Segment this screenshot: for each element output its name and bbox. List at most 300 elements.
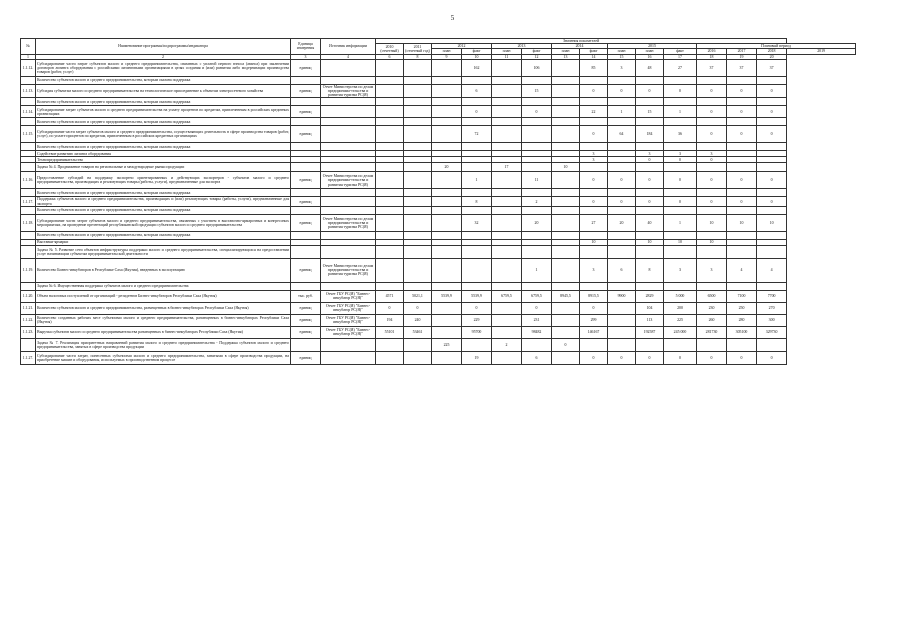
row-value: 7100	[727, 290, 757, 302]
row-value	[608, 231, 636, 239]
row-value	[462, 118, 492, 126]
row-value	[697, 338, 727, 351]
column-index-cell: 17	[664, 54, 697, 59]
row-value	[552, 84, 580, 98]
row-value	[697, 118, 727, 126]
row-value: 4571	[376, 290, 404, 302]
row-source	[321, 126, 376, 143]
row-value	[432, 214, 462, 231]
row-value	[522, 231, 552, 239]
row-value: 27	[664, 59, 697, 76]
row-value	[697, 163, 727, 172]
row-value: 0	[608, 172, 636, 189]
row-value	[432, 106, 462, 118]
row-value	[697, 231, 727, 239]
table-row	[21, 302, 856, 314]
row-value	[757, 76, 787, 84]
row-name: Задача № 6. Имущественная поддержка субъектов малого и среднего предпринимательства	[36, 282, 291, 290]
row-value: 10	[552, 163, 580, 172]
row-value: 3	[664, 151, 697, 157]
column-index-cell: 15	[608, 54, 636, 59]
row-value	[404, 258, 432, 282]
row-value	[492, 214, 522, 231]
row-value	[492, 98, 522, 106]
row-value: 20	[608, 214, 636, 231]
row-value: 0	[727, 197, 757, 206]
row-value: 281730	[697, 326, 727, 338]
row-value	[580, 206, 608, 214]
row-name: Субсидирование части затрат субъектов малого и среднего предпринимательства, связанных с уплатой первого взноса (аванса) при заключении договоров лизинга оборудования с российскими лизинговыми организациями в целях создания и (или) развития либо модернизации производства товаров (работ, услуг)	[36, 59, 291, 76]
row-value	[697, 245, 727, 258]
row-value: 0	[697, 126, 727, 143]
row-value: 6	[462, 84, 492, 98]
row-value	[664, 76, 697, 84]
row-name: Задача № 7. Реализация приоритетных направлений развития малого и среднего предпринимательства - Поддержка субъектов малого и среднего предпринимательства, занятых в сфере производства продукции	[36, 338, 291, 351]
row-value	[757, 143, 787, 151]
row-value: 0	[580, 302, 608, 314]
row-value: 48	[636, 59, 664, 76]
row-value: 20	[522, 214, 552, 231]
row-value	[636, 98, 664, 106]
row-value	[757, 189, 787, 197]
row-value	[552, 258, 580, 282]
table-row	[21, 231, 856, 239]
header-source: Источник информации	[321, 39, 376, 55]
row-value	[757, 206, 787, 214]
header-year-2012: 2012	[432, 44, 492, 49]
row-name: Предоставление субсидий на поддержку экспортно ориентированных и действующих экспортеров - субъектов малого и среднего предпринимательства, производящих и реализующих товары (работы, услуги), предназначенные для экспорта	[36, 172, 291, 189]
table-row	[21, 338, 856, 351]
row-value	[552, 245, 580, 258]
row-number: 1.1.18.	[21, 214, 36, 231]
row-value	[462, 258, 492, 282]
row-value	[636, 245, 664, 258]
row-value: 162	[462, 59, 492, 76]
header-name: Наименование программы/подпрограммы/индикатора	[36, 39, 291, 55]
row-value	[376, 172, 404, 189]
row-value: 5539,9	[462, 290, 492, 302]
row-value	[636, 163, 664, 172]
row-value	[664, 245, 697, 258]
row-value	[608, 189, 636, 197]
header-no: №	[21, 39, 36, 55]
row-value	[492, 231, 522, 239]
row-name: Субсидия субъектам малого и среднего предпринимательства на технологическое присоединение к объектам электросетевого хозяйства	[36, 84, 291, 98]
row-value	[376, 206, 404, 214]
row-value	[522, 189, 552, 197]
table-row	[21, 172, 856, 189]
column-index-cell: 2	[36, 54, 291, 59]
row-value: 0	[757, 106, 787, 118]
table-row	[21, 326, 856, 338]
row-number: 1.1.23.	[21, 326, 36, 338]
row-unit: единиц	[291, 106, 321, 118]
table-row	[21, 214, 856, 231]
column-index-cell: 4	[321, 54, 376, 59]
table-row	[21, 163, 856, 172]
row-value: 0	[636, 172, 664, 189]
row-value: 9900	[608, 290, 636, 302]
row-unit	[291, 282, 321, 290]
row-value	[404, 351, 432, 364]
row-value	[552, 326, 580, 338]
row-value: 0	[727, 126, 757, 143]
row-value	[432, 206, 462, 214]
row-value: 0	[697, 84, 727, 98]
row-value: 4	[757, 258, 787, 282]
row-value	[376, 197, 404, 206]
row-value: 7700	[757, 290, 787, 302]
row-value	[404, 214, 432, 231]
row-source	[321, 197, 376, 206]
row-value	[697, 189, 727, 197]
row-value	[522, 126, 552, 143]
row-number: 1.1.22.	[21, 314, 36, 326]
row-value: 0	[462, 106, 492, 118]
column-index-cell: 20	[757, 54, 787, 59]
table-row	[21, 351, 856, 364]
row-value: 98482	[522, 326, 552, 338]
row-value: 53461	[404, 326, 432, 338]
table-row	[21, 84, 856, 98]
row-value	[580, 98, 608, 106]
row-value: 5 000	[664, 290, 697, 302]
row-value: 1	[608, 106, 636, 118]
table-row	[21, 106, 856, 118]
row-value	[757, 98, 787, 106]
row-value	[664, 338, 697, 351]
row-value	[462, 76, 492, 84]
row-value	[522, 118, 552, 126]
row-value	[404, 126, 432, 143]
row-value: 229	[462, 314, 492, 326]
row-value	[727, 163, 757, 172]
row-value: 1	[462, 172, 492, 189]
row-value: 0	[580, 126, 608, 143]
row-value: 37	[727, 59, 757, 76]
row-unit	[291, 206, 321, 214]
row-value	[522, 143, 552, 151]
row-value	[552, 351, 580, 364]
row-name: Поддержка субъектов малого и среднего предпринимательства, производящих и (или) реализующих товары (работы, услуги), предназначенные для экспорта	[37, 197, 289, 206]
row-value	[522, 282, 552, 290]
row-value	[608, 143, 636, 151]
row-number: 1.1.17.	[21, 197, 36, 206]
row-name: Количество субъектов малого и среднего предпринимательства, которым оказана поддержка	[36, 118, 291, 126]
row-unit: единиц	[291, 197, 321, 206]
row-value	[404, 197, 432, 206]
row-value: 2	[492, 338, 522, 351]
page-number: 5	[450, 14, 455, 22]
column-index-cell: 14	[580, 54, 608, 59]
row-value	[376, 351, 404, 364]
header-plan-2016: 2016	[697, 49, 727, 54]
header-2011: 2011 (отчетный год)	[405, 44, 430, 53]
table-row	[21, 282, 856, 290]
table-header	[21, 39, 856, 55]
row-unit	[291, 143, 321, 151]
row-source	[321, 351, 376, 364]
row-unit	[291, 189, 321, 197]
table-row	[21, 258, 856, 282]
header-plan-2018: 2018	[757, 49, 787, 54]
row-value: 1	[664, 214, 697, 231]
header-year-2014: 2014	[552, 44, 608, 49]
row-source: Отчет Министерства по делам предпринима-тельства и развития туризма РС(Я)	[321, 214, 376, 231]
table-row	[21, 314, 856, 326]
row-value: 3	[580, 151, 608, 157]
row-value	[522, 206, 552, 214]
row-value	[636, 143, 664, 151]
row-number	[21, 245, 36, 258]
header-plan: план	[636, 49, 664, 54]
row-value: 15	[522, 84, 552, 98]
row-value	[552, 76, 580, 84]
row-value	[580, 282, 608, 290]
row-value: 3	[664, 258, 697, 282]
row-value	[492, 326, 522, 338]
row-value: 6	[522, 351, 552, 364]
row-source: Отчет ГБУ РС(Я) "Бизнес-инкубатор РС(Я)"	[321, 290, 376, 302]
row-value	[727, 231, 757, 239]
row-value: 3	[636, 151, 664, 157]
row-value: 36	[664, 126, 697, 143]
row-value: 0	[376, 302, 404, 314]
row-number: 1.1.20.	[21, 290, 36, 302]
row-value	[664, 118, 697, 126]
row-value: 305100	[727, 326, 757, 338]
row-value: 0	[697, 351, 727, 364]
row-unit: единиц	[291, 258, 321, 282]
row-value	[432, 84, 462, 98]
row-value	[608, 282, 636, 290]
row-value: 280	[727, 314, 757, 326]
row-number	[21, 118, 36, 126]
row-value	[462, 338, 492, 351]
row-value: 6500	[697, 290, 727, 302]
row-value: 10	[697, 214, 727, 231]
row-source	[321, 98, 376, 106]
row-value	[376, 189, 404, 197]
row-value: 64	[608, 126, 636, 143]
row-value: 3	[580, 258, 608, 282]
row-value	[608, 326, 636, 338]
row-name: Субсидирование части затрат субъектов малого и среднего предпринимательства, связанных с участием в выставочно-ярмарочных и конгрессных мероприятиях, на проведение презентаций республиканской продукции субъектов малого и среднего предпринимательства	[36, 214, 291, 231]
row-value	[636, 189, 664, 197]
row-number	[21, 98, 36, 106]
header-values-group: Значения показателей	[376, 39, 787, 44]
row-value	[432, 189, 462, 197]
row-number	[21, 231, 36, 239]
column-index-cell: 11	[492, 54, 522, 59]
row-value	[757, 163, 787, 172]
table-row	[21, 197, 856, 206]
row-source	[321, 106, 376, 118]
row-value: 0	[757, 351, 787, 364]
row-value: 37	[757, 59, 787, 76]
row-value	[492, 172, 522, 189]
table-row	[21, 143, 856, 151]
row-value: 0	[580, 172, 608, 189]
table-body	[21, 54, 856, 364]
row-value	[432, 302, 462, 314]
row-value: 104	[636, 302, 664, 314]
row-value: 37	[697, 59, 727, 76]
row-value	[552, 118, 580, 126]
row-value	[492, 302, 522, 314]
row-name: Объем налоговых поступлений от организаций - резидентов Бизнес-инкубаторов Республики Саха (Якутия)	[36, 290, 291, 302]
row-unit: единиц	[291, 126, 321, 143]
row-number	[21, 206, 36, 214]
row-value	[636, 282, 664, 290]
row-unit: единиц	[291, 214, 321, 231]
row-value: 240	[404, 314, 432, 326]
row-value	[697, 76, 727, 84]
row-value	[492, 59, 522, 76]
row-number: 1.1.14.	[21, 106, 36, 118]
row-value: 2829	[636, 290, 664, 302]
row-value: 55101	[376, 326, 404, 338]
row-value: 95700	[462, 326, 492, 338]
row-value: 192587	[636, 326, 664, 338]
row-value	[636, 76, 664, 84]
row-value	[757, 282, 787, 290]
row-value: 4	[727, 258, 757, 282]
row-value	[757, 118, 787, 126]
row-unit: тыс. руб.	[291, 290, 321, 302]
row-value	[608, 314, 636, 326]
row-value	[580, 143, 608, 151]
header-plan: план	[492, 49, 522, 54]
row-value: 85	[580, 59, 608, 76]
row-value: 0	[522, 106, 552, 118]
row-value: 300	[757, 314, 787, 326]
table-row	[21, 290, 856, 302]
row-value: 0	[697, 157, 727, 163]
row-value: 231	[522, 314, 552, 326]
row-value	[580, 118, 608, 126]
row-value	[404, 172, 432, 189]
row-value	[636, 231, 664, 239]
row-value	[404, 189, 432, 197]
row-unit	[291, 76, 321, 84]
row-value	[432, 172, 462, 189]
row-value: 22	[580, 106, 608, 118]
row-value: 260	[697, 314, 727, 326]
row-value: 1	[522, 258, 552, 282]
row-number: 1.1.16.	[21, 172, 36, 189]
header-year-2013: 2013	[492, 44, 552, 49]
row-value: 8945,5	[552, 290, 580, 302]
row-value: 0	[664, 197, 697, 206]
row-value	[376, 338, 404, 351]
row-value: 5539,9	[432, 290, 462, 302]
row-source	[321, 189, 376, 197]
row-value: 225	[432, 338, 462, 351]
row-name: Количество субъектов малого и среднего предпринимательства, которым оказана поддержка	[36, 98, 291, 106]
row-value: 230	[697, 302, 727, 314]
row-value: 270	[757, 302, 787, 314]
row-value: 0	[608, 351, 636, 364]
row-value: 27	[580, 214, 608, 231]
row-name: Количество Бизнес-инкубаторов в Республике Саха (Якутия), введенных в эксплуатацию	[36, 258, 291, 282]
row-value	[727, 338, 757, 351]
row-value	[376, 126, 404, 143]
row-value: 0	[664, 157, 697, 163]
header-fact: факт	[664, 49, 697, 54]
row-value	[636, 118, 664, 126]
row-unit	[291, 338, 321, 351]
row-value: 0	[697, 197, 727, 206]
row-value	[376, 231, 404, 239]
row-value: 10	[697, 239, 727, 245]
column-index-cell: 6	[376, 54, 404, 59]
row-unit	[291, 118, 321, 126]
row-number	[21, 189, 36, 197]
row-value: 0	[757, 172, 787, 189]
row-value: 3	[697, 151, 727, 157]
row-value	[492, 197, 522, 206]
row-name: Субсидирование части затрат, понесенных субъектами малого и среднего предпринимательства, занятыми в сфере производства продукции, на приобретение машин и оборудования, используемых в производственном процессе	[36, 351, 291, 364]
column-index-cell: 16	[636, 54, 664, 59]
row-name: Количество субъектов малого и среднего предпринимательства, которым оказана поддержка	[36, 231, 291, 239]
row-value: 200	[664, 302, 697, 314]
row-value	[697, 282, 727, 290]
row-value	[522, 338, 552, 351]
row-value	[404, 282, 432, 290]
row-value: 32	[462, 214, 492, 231]
table-row	[21, 98, 856, 106]
row-value	[404, 231, 432, 239]
row-name: Задача № 5. Развитие сети объектов инфраструктуры поддержки малого и среднего предпринимательства, специализирующихся на предоставлении услуг начинающим субъектам предпринимательской деятельности	[36, 245, 291, 258]
row-value	[552, 214, 580, 231]
row-value	[552, 231, 580, 239]
row-source	[321, 206, 376, 214]
row-value	[404, 106, 432, 118]
row-value	[522, 245, 552, 258]
row-number	[21, 163, 36, 172]
table-row	[21, 118, 856, 126]
row-value	[376, 76, 404, 84]
row-value	[664, 163, 697, 172]
row-value	[404, 143, 432, 151]
row-value	[727, 282, 757, 290]
row-number: 1.1.21.	[21, 302, 36, 314]
row-value	[492, 206, 522, 214]
row-value	[664, 98, 697, 106]
row-value	[664, 206, 697, 214]
row-value	[462, 163, 492, 172]
row-value: 0	[757, 126, 787, 143]
row-unit: единиц	[291, 302, 321, 314]
row-value: 0	[664, 351, 697, 364]
row-value: 0	[727, 351, 757, 364]
row-number: 1.1.19.	[21, 258, 36, 282]
row-value	[432, 126, 462, 143]
row-value	[404, 98, 432, 106]
row-value: 72	[462, 126, 492, 143]
row-value	[608, 76, 636, 84]
row-source: Отчет ГБУ РС(Я) "Бизнес-инкубатор РС(Я)"	[321, 314, 376, 326]
row-unit	[291, 163, 321, 172]
row-value: 1	[664, 106, 697, 118]
row-value: 250	[727, 302, 757, 314]
row-value	[636, 206, 664, 214]
row-number	[21, 338, 36, 351]
row-value	[552, 282, 580, 290]
row-value	[432, 59, 462, 76]
column-index-cell: 3	[291, 54, 321, 59]
